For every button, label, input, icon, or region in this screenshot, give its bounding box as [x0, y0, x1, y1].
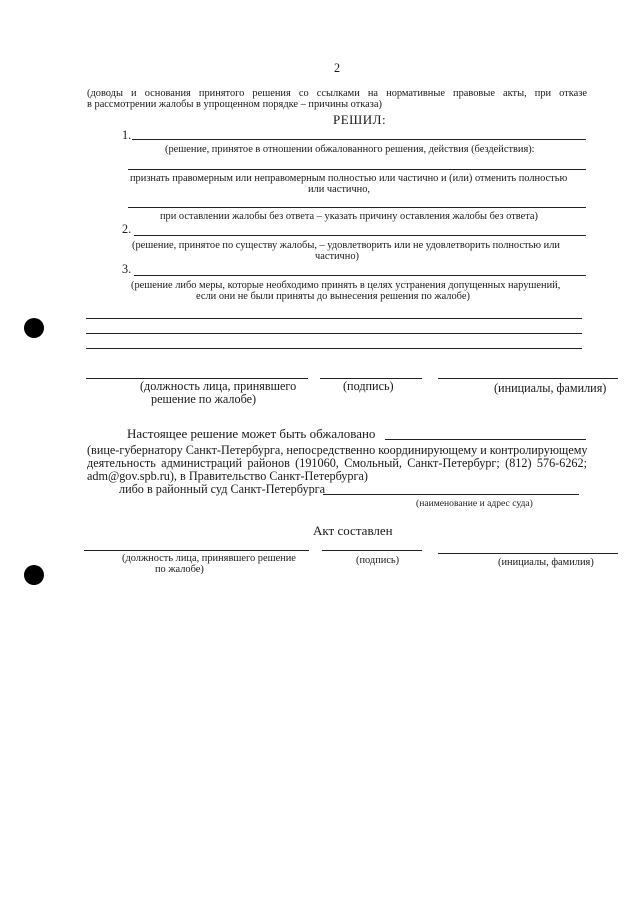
item-3-caption-line-2: если они не были приняты до вынесения решения по жалобе) [196, 291, 470, 302]
appeal-line-4: adm@gov.spb.ru), в Правительство Санкт-Петербурга) [87, 469, 368, 483]
item-1-sub-line-2 [128, 207, 586, 208]
act-title: Акт составлен [313, 523, 393, 538]
appeal-line-1-blank [385, 439, 586, 440]
item-2-number: 2. [122, 222, 132, 236]
appeal-line-3: деятельность администраций районов (191060, Смольный, Санкт-Петербург; (812) 576-6262; [87, 456, 587, 470]
top-note-line-1: (доводы и основания принятого решения со ссылками на нормативные правовые акты, при отказе [87, 88, 587, 99]
act-initials-caption: (инициалы, фамилия) [498, 557, 594, 568]
item-1-caption: (решение, принятое в отношении обжалованного решения, действия (бездействия): [165, 144, 535, 155]
decision-heading: РЕШИЛ: [333, 112, 387, 127]
blank-line-1 [86, 318, 582, 319]
signature1-signature-caption: (подпись) [343, 379, 394, 393]
item-2-caption-line-1: (решение, принятое по существу жалобы, – удовлетворить или не удовлетворить полностью или [132, 240, 560, 251]
appeal-line-1: Настоящее решение может быть обжаловано [127, 426, 376, 441]
item-2-line [134, 235, 586, 236]
act-position-line-2: по жалобе) [155, 564, 204, 575]
court-caption: (наименование и адрес суда) [416, 498, 533, 509]
signature1-position-line-1: (должность лица, принявшего [140, 379, 297, 393]
item-3-caption-line-1: (решение либо меры, которые необходимо принять в целях устранения допущенных нарушений, [131, 280, 561, 291]
punch-hole-top [24, 318, 44, 338]
court-line [323, 494, 579, 495]
act-signature-caption: (подпись) [356, 555, 400, 566]
item-1-sub-line-1 [128, 169, 586, 170]
signature1-position-line-2: решение по жалобе) [151, 392, 257, 406]
item-1-sub1-line-2: или частично, [308, 184, 371, 195]
act-signature-line [322, 550, 422, 551]
item-3-line [134, 275, 586, 276]
appeal-line-2: (вице-губернатору Санкт-Петербурга, непосредственно координирующему и контролирующему [87, 443, 588, 457]
punch-hole-bottom [24, 565, 44, 585]
item-1-number: 1. [122, 128, 132, 142]
signature1-initials-caption: (инициалы, фамилия) [494, 381, 607, 395]
item-2-caption-line-2: частично) [315, 251, 359, 262]
appeal-line-5: либо в районный суд Санкт-Петербурга [119, 482, 326, 496]
page-number: 2 [334, 61, 341, 75]
blank-line-3 [86, 348, 582, 349]
item-1-sub1-line-1: признать правомерным или неправомерным полностью или частично и (или) отменить полностью [130, 173, 568, 184]
blank-line-2 [86, 333, 582, 334]
item-1-line [132, 139, 586, 140]
item-3-number: 3. [122, 262, 132, 276]
act-initials-line [438, 553, 618, 554]
act-position-line [84, 550, 309, 551]
signature1-initials-line [438, 378, 618, 379]
top-note-line-2: в рассмотрении жалобы в упрощенном порядке – причины отказа) [87, 99, 382, 110]
act-position-line-1: (должность лица, принявшего решение [122, 553, 296, 564]
item-1-sub2: при оставлении жалобы без ответа – указать причину оставления жалобы без ответа) [160, 211, 538, 222]
